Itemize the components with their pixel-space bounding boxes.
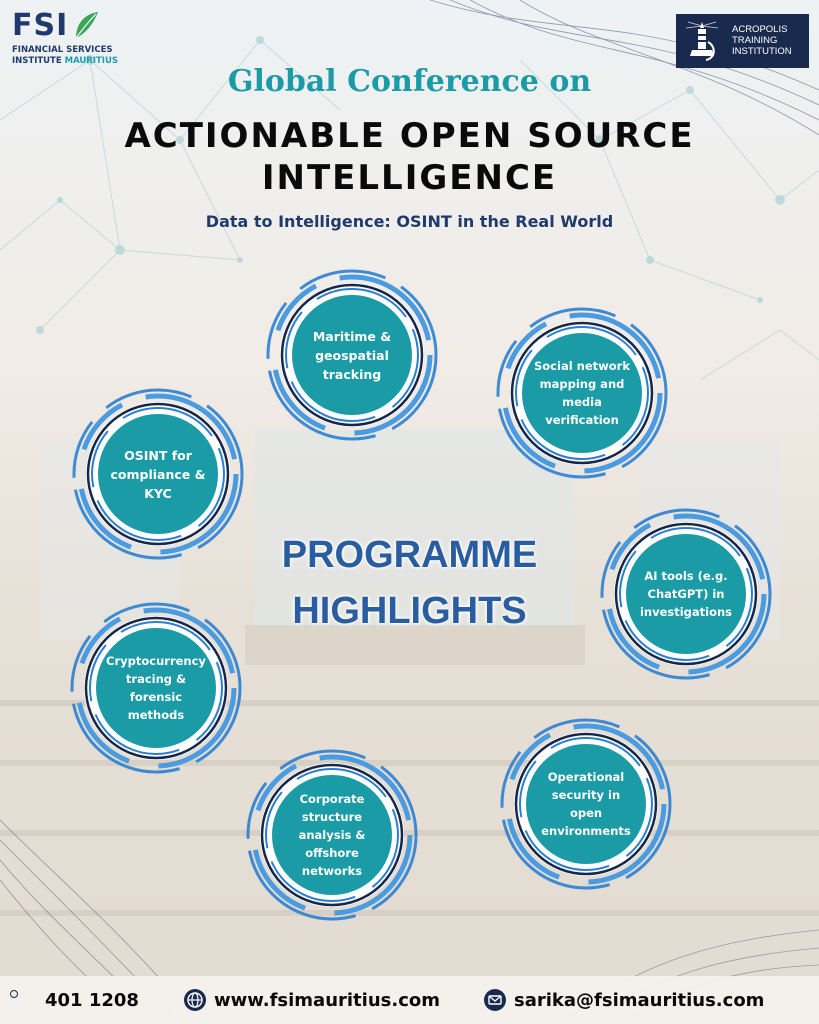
- highlight-bubble-maritime: [262, 265, 442, 445]
- fsi-name-line1: FINANCIAL SERVICES: [12, 45, 113, 55]
- lighthouse-crest-icon: [682, 20, 722, 62]
- highlight-bubble-compliance: [68, 384, 248, 564]
- programme-heading-line1: PROGRAMME: [281, 534, 538, 576]
- conference-title-line2: INTELLIGENCE: [261, 158, 558, 198]
- highlight-bubble-social-network: [492, 303, 672, 483]
- acropolis-line1: ACROPOLIS: [732, 24, 788, 35]
- acropolis-line2: TRAINING: [732, 35, 778, 46]
- acropolis-logo: [676, 14, 809, 68]
- highlight-text: Cryptocurrency tracing & forensic methods: [106, 654, 206, 722]
- footer-email-link[interactable]: sarika@fsimauritius.com: [514, 990, 765, 1011]
- globe-icon: [184, 989, 206, 1011]
- phone-dot-icon: [10, 990, 18, 998]
- mail-icon: [484, 989, 506, 1011]
- conference-subtitle: Data to Intelligence: OSINT in the Real World: [205, 212, 614, 231]
- fsi-leaf-icon: [72, 10, 100, 40]
- acropolis-name: [732, 24, 808, 57]
- conference-pre-title: Global Conference on: [227, 64, 592, 99]
- highlight-text: Operational security in open environments: [541, 770, 631, 838]
- fsi-logo: [12, 8, 122, 68]
- highlight-text: OSINT for compliance & KYC: [110, 447, 206, 501]
- highlight-text: AI tools (e.g. ChatGPT) in investigations: [639, 569, 733, 619]
- fsi-logo-mark: FSI: [12, 8, 69, 43]
- highlight-bubble-ai-tools: [596, 504, 776, 684]
- acropolis-line3: INSTITUTION: [732, 46, 792, 57]
- highlight-text: Corporate structure analysis & offshore networks: [298, 792, 366, 878]
- footer-phone[interactable]: 401 1208: [45, 990, 139, 1011]
- highlight-bubble-opsec: [496, 714, 676, 894]
- fsi-name-mauritius: MAURITIUS: [64, 56, 118, 66]
- highlight-text: Maritime & geospatial tracking: [312, 328, 392, 382]
- highlight-bubble-cryptocurrency: [66, 598, 246, 778]
- fsi-name-institute: INSTITUTE: [12, 56, 65, 66]
- highlight-bubble-corporate: [242, 745, 422, 925]
- programme-heading-line2: HIGHLIGHTS: [292, 590, 527, 632]
- highlight-text: Social network mapping and media verification: [534, 359, 630, 427]
- conference-title-line1: ACTIONABLE OPEN SOURCE: [124, 116, 695, 156]
- footer-website-link[interactable]: www.fsimauritius.com: [214, 990, 440, 1011]
- footer-contact-bar: [0, 976, 819, 1024]
